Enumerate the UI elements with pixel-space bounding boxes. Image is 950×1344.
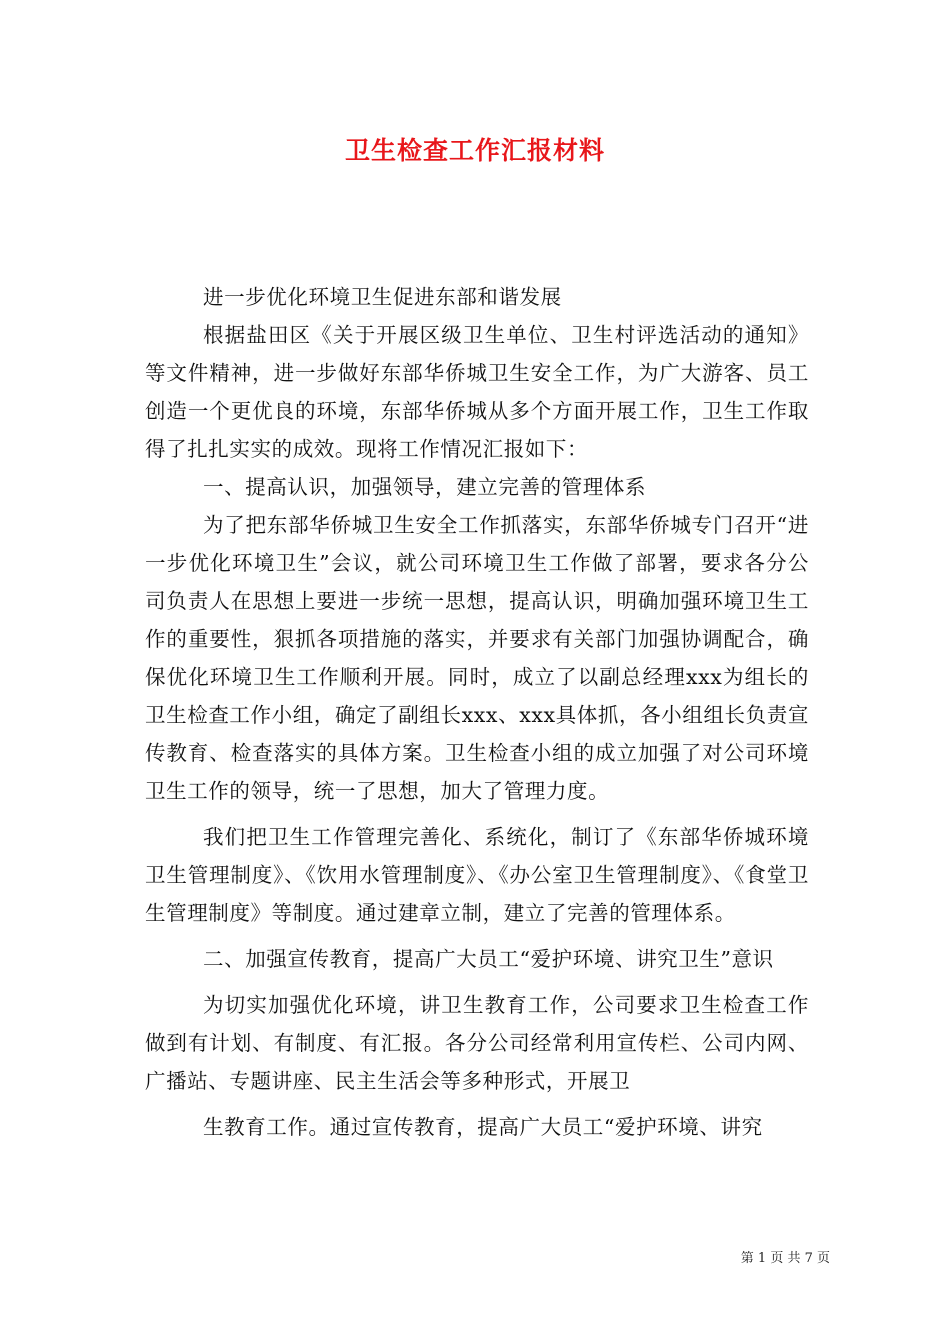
paragraph-intro: 根据盐田区《关于开展区级卫生单位、卫生村评选活动的通知》等文件精神，进一步做好东部华侨城卫生安全工作，为广大游客、员工创造一个更优良的环境，东部华侨城从多个方面开展工作，卫生工作取得了扎扎实实的成效。现将工作情况汇报如下： <box>145 323 809 461</box>
section-heading-2: 二、加强宣传教育，提高广大员工“爱护环境、讲究卫生”意识 <box>203 947 774 971</box>
paragraph-continued: 生教育工作。通过宣传教育，提高广大员工“爱护环境、讲究 <box>203 1115 763 1139</box>
paragraph-management-system: 我们把卫生工作管理完善化、系统化，制订了《东部华侨城环境卫生管理制度》、《饮用水管理制度》、《办公室卫生管理制度》、《食堂卫生管理制度》等制度。通过建章立制，建立了完善的管理体系。 <box>145 825 809 925</box>
document-title: 卫生检查工作汇报材料 <box>344 136 605 165</box>
document-body <box>145 278 809 1146</box>
paragraph-section-1: 为了把东部华侨城卫生安全工作抓落实，东部华侨城专门召开“进一步优化环境卫生”会议，就公司环境卫生工作做了部署，要求各分公司负责人在思想上要进一步统一思想，提高认识，明确加强环境卫生工作的重要性，狠抓各项措施的落实，并要求有关部门加强协调配合，确保优化环境卫生工作顺利开展。同时，成立了以副总经理xxx为组长的卫生检查工作小组，确定了副组长xxx、xxx具体抓，各小组组长负责宣传教育、检查落实的具体方案。卫生检查小组的成立加强了对公司环境卫生工作的领导，统一了思想，加大了管理力度。 <box>145 513 809 803</box>
paragraph-section-2: 为切实加强优化环境，讲卫生教育工作，公司要求卫生检查工作做到有计划、有制度、有汇报。各分公司经常利用宣传栏、公司内网、广播站、专题讲座、民主生活会等多种形式，开展卫 <box>145 993 809 1093</box>
page-number: 第 1 页 共 7 页 <box>740 1251 830 1266</box>
section-heading-1: 一、提高认识，加强领导，建立完善的管理体系 <box>203 475 647 499</box>
paragraph-subtitle: 进一步优化环境卫生促进东部和谐发展 <box>203 285 562 309</box>
